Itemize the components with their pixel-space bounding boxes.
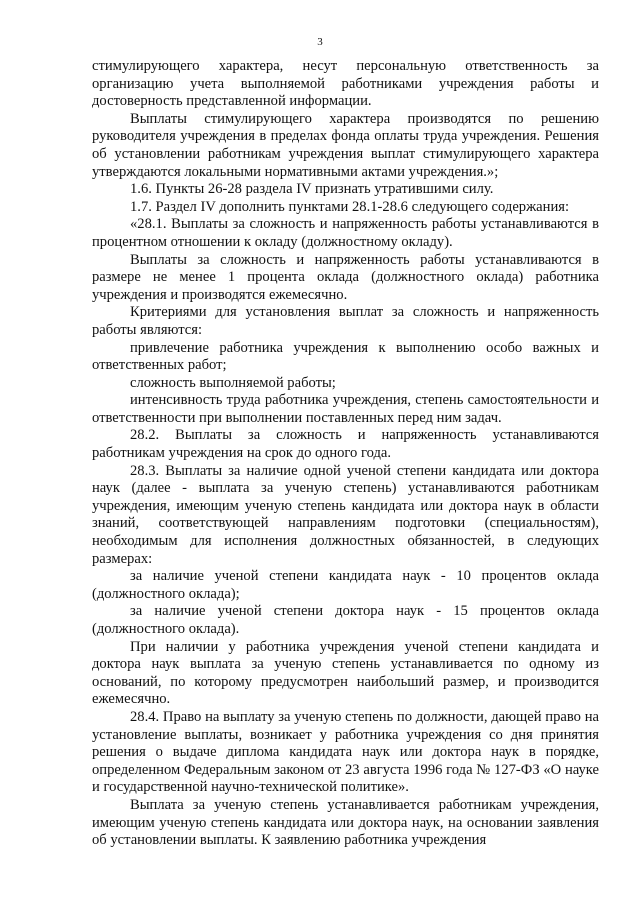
paragraph: Выплаты стимулирующего характера производятся по решению руководителя учреждения в пределах фонда оплаты труда учреждения. Решения об установлении работникам учреждения выплат стимулирующего характера утверждаются локальными нормативными актами учреждения.»; xyxy=(92,110,599,180)
paragraph: привлечение работника учреждения к выполнению особо важных и ответственных работ; xyxy=(92,339,599,374)
paragraph: При наличии у работника учреждения ученой степени кандидата и доктора наук выплата за ученую степень устанавливается по одному из оснований, по которому предусмотрен наибольший размер, и производится ежемесячно. xyxy=(92,638,599,708)
paragraph: 28.2. Выплаты за сложность и напряженность устанавливаются работникам учреждения на срок до одного года. xyxy=(92,427,599,462)
page-number: 3 xyxy=(317,36,323,48)
paragraph: стимулирующего характера, несут персональную ответственность за организацию учета выполняемой работниками учреждения работы и достоверность представленной информации. xyxy=(92,58,599,110)
paragraph: за наличие ученой степени кандидата наук - 10 процентов оклада (должностного оклада); xyxy=(92,568,599,602)
paragraph: Критериями для установления выплат за сложность и напряженность работы являются: xyxy=(92,304,599,338)
paragraph: Выплата за ученую степень устанавливается работникам учреждения, имеющим ученую степень кандидата или доктора наук, на основании заявления об установлении выплаты. К заявлению работника учреждения xyxy=(92,796,599,849)
paragraph: сложность выполняемой работы; xyxy=(130,374,336,391)
paragraph: 28.3. Выплаты за наличие одной ученой степени кандидата или доктора наук (далее - выплата за ученую степень) устанавливаются работникам учреждения, имеющим ученую степень кандидата или доктора наук в области знаний, соответствующей направлениям подготовки (специальностям), необходимым для исполнения должностных обязанностей, в следующих размерах: xyxy=(92,462,599,567)
paragraph: 28.4. Право на выплату за ученую степень по должности, дающей право на установление выплаты, возникает у работника учреждения со дня принятия решения о выдаче диплома кандидата наук или доктора наук в порядке, определенном Федеральным законом от 23 августа 1996 года № 127-ФЗ «О науке и государственной научно-технической политике». xyxy=(92,708,599,796)
paragraph: за наличие ученой степени доктора наук - 15 процентов оклада (должностного оклада). xyxy=(92,603,599,637)
paragraph: Выплаты за сложность и напряженность работы устанавливаются в размере не менее 1 процента оклада (должностного оклада) работника учреждения и производятся ежемесячно. xyxy=(92,251,599,303)
paragraph: интенсивность труда работника учреждения, степень самостоятельности и ответственности при выполнении поставленных перед ним задач. xyxy=(92,392,599,426)
document-body xyxy=(92,58,599,850)
paragraph: 1.7. Раздел IV дополнить пунктами 28.1-28.6 следующего содержания: xyxy=(130,198,570,215)
paragraph: «28.1. Выплаты за сложность и напряженность работы устанавливаются в процентном отношении к окладу (должностному окладу). xyxy=(92,216,599,250)
paragraph: 1.6. Пункты 26-28 раздела IV признать утратившими силу. xyxy=(130,181,494,198)
